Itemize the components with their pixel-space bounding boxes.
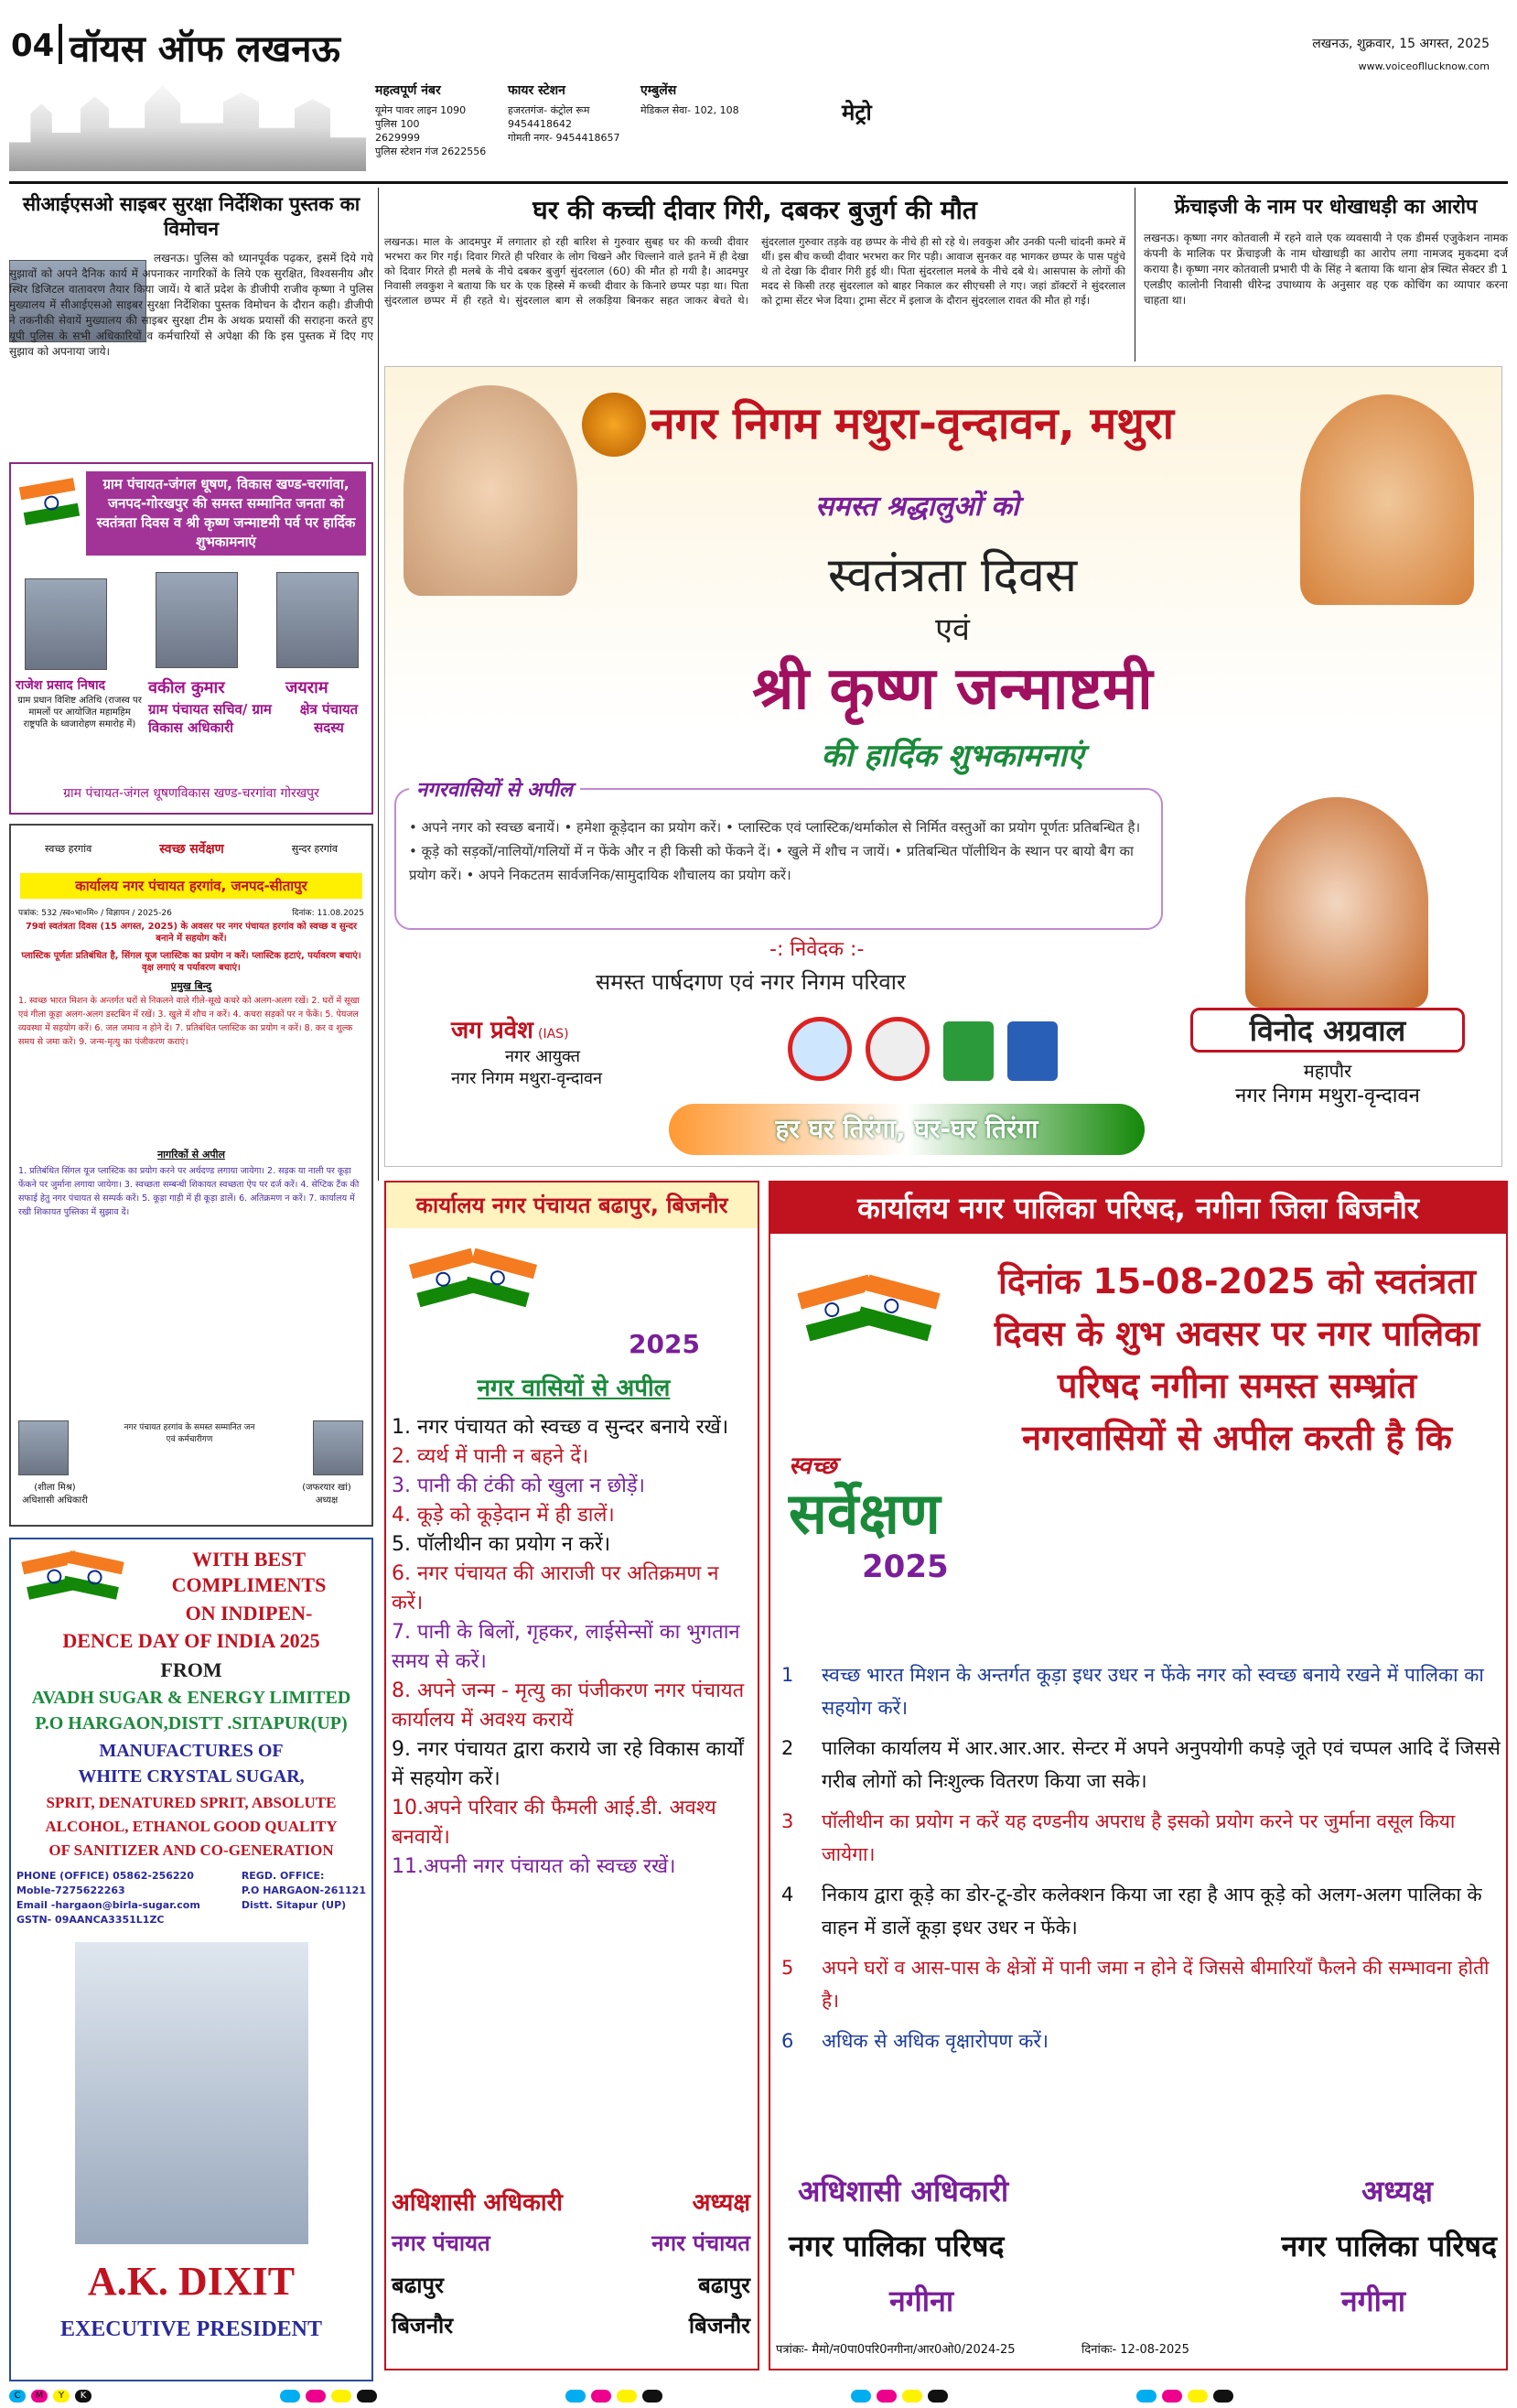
headline: सीआईएसओ साइबर सुरक्षा निर्देशिका पुस्तक का विमोचन (22, 193, 360, 240)
no-plastic-icon (788, 1017, 852, 1081)
appeal-heading: नगरवासियों से अपील (409, 775, 580, 803)
mark-c: C (9, 2390, 26, 2403)
points-list: 1. स्वच्छ भारत मिशन के अन्तर्गत घरों से निकलने वाले गीले-सूखे कचरे को अलग-अलग रखें। 2. घरों में सूखा एवं गीला कूड़ा अलग-अलग डस्टबिन में रखें। 3. खुले में शौच न करें। 4. कचरा सड़कों पर न फेंकें। 5. पेयजल व्यवस्था में सहयोग करें। 6. जल जमाव न होने दें। 7. प्रतिबंधित प्लास्टिक का प्रयोग न करें। 8. कर व शुल्क समय से जमा करें। 9. जन्म-मृत्यु का पंजीकरण कराएं। (18, 996, 360, 1047)
mark-y: Y (53, 2390, 70, 2403)
appeal-item: 1. नगर पंचायत को स्वच्छ व सुन्दर बनाये रखें। (392, 1416, 729, 1439)
regd-office: REGD. OFFICE: P.O HARGAON-261121 Distt. Sitapur (UP) (241, 1870, 366, 1911)
sign-3: नगर पंचायत (392, 2230, 490, 2256)
phone-col-3: एम्बुलेंस मेडिकल सेवा- 102, 108 (640, 83, 739, 116)
photo-3 (276, 572, 359, 668)
mayor-post: महापौर (1303, 1060, 1352, 1082)
main-appeal: दिनांक 15-08-2025 को स्वतंत्रता दिवस के शुभ अवसर पर नगर पालिका परिषद नगीना समस्त सम्भ्रांत नगरवासियों से अपील करती है कि (994, 1261, 1480, 1458)
ad-line-3: श्री कृष्ण जन्माष्टमी (752, 655, 1153, 723)
swachh-logo-a: स्वच्छ (789, 1452, 837, 1480)
nivedak-text: समस्त पार्षदगण एवं नगर निगम परिवार (596, 969, 906, 995)
photo-eo (18, 1420, 69, 1475)
page-number: 04 (11, 27, 55, 64)
swachh-logo-year: 2025 (862, 1549, 949, 1585)
appeal-item: 10.अपने परिवार की फैमली आई.डी. अवश्य बनवायें। (392, 1797, 716, 1849)
appeal-item: 4. कूड़े को कूड़ेदान में ही डालें। (392, 1504, 615, 1527)
officer-block: जग प्रवेश (IAS) नगर आयुक्त नगर निगम मथुरा-वृन्दावन (451, 1017, 603, 1088)
mayor-org: नगर निगम मथुरा-वृन्दावन (1235, 1085, 1420, 1107)
contact-block: PHONE (OFFICE) 05862-256220 Moble-7275622263 Email -hargaon@birla-sugar.com GSTN- 09AANCA3351L1ZC (16, 1870, 200, 1926)
logo-swachh-hargaon: स्वच्छ हरगांव (45, 842, 92, 855)
swachh-logo-b: सर्वेक्षण (789, 1480, 941, 1547)
intro: 79वां स्वतंत्रता दिवस (15 अगस्त, 2025) के अवसर पर नगर पंचायत हरगांव को स्वच्छ व सुन्दर बनाने में सहयोग करें। (25, 922, 358, 944)
logo-swachh-sarvekshan: स्वच्छ सर्वेक्षण (159, 841, 224, 857)
swachh-icons (788, 1017, 1117, 1081)
ad-line-1: स्वतंत्रता दिवस (827, 548, 1078, 603)
plastic-note: प्लास्टिक पूर्णतः प्रतिबंधित है, सिंगल यूज प्लास्टिक का प्रयोग न करें। प्लास्टिक हटाएं, पर्यावरण बचाएं। वृक्ष लगाएं व पर्यावरण बचाएं। (21, 951, 361, 973)
compliments-line-2: ON INDIPEN- (185, 1602, 313, 1625)
headline: फ्रेंचाइजी के नाम पर धोखाधड़ी का आरोप (1174, 196, 1478, 219)
sign-5: बढापुर (392, 2273, 444, 2298)
ad-hargaon (9, 824, 373, 1527)
story-cyber-book (9, 192, 373, 453)
ad-line-4: की हार्दिक शुभकामनाएं (821, 738, 1084, 774)
har-ghar-tiranga: हर घर तिरंगा, घर-घर तिरंगा (669, 1104, 1145, 1155)
ad-title: नगर निगम मथुरा-वृन्दावन, मथुरा (651, 398, 1175, 449)
sign-5: नगीना (889, 2284, 954, 2318)
sign-4: नगर पालिका परिषद (1281, 2229, 1497, 2263)
year: 2025 (629, 1329, 700, 1359)
appeal-item: 2. व्यर्थ में पानी न बहने दें। (392, 1445, 589, 1468)
appeal-item: 8. अपने जन्म - मृत्यु का पंजीकरण नगर पंचायत कार्यालय में अवश्य करायें (392, 1679, 745, 1732)
sign-1: अधिशासी अधिकारी (798, 2174, 1009, 2208)
company-name: AVADH SUGAR & ENERGY LIMITED (31, 1688, 351, 1708)
person-2-desc: ग्राम पंचायत सचिव/ ग्राम विकास अधिकारी (148, 701, 272, 736)
skyline-graphic (9, 75, 366, 171)
mayor-name: विनोद अग्रवाल (1190, 1008, 1465, 1053)
photo-2 (156, 572, 238, 668)
company-address: P.O HARGAON,DISTT .SITAPUR(UP) (35, 1713, 348, 1733)
president-name: A.K. DIXIT (87, 2259, 296, 2304)
footer: ग्राम पंचायत-जंगल धूषणविकास खण्ड-चरगांवा गोरखपुर (63, 786, 319, 801)
mark-m: M (31, 2390, 48, 2403)
ad-nagina (769, 1181, 1508, 2370)
flag-icon (19, 478, 80, 525)
nivedak-label: -: निवेदक :- (769, 938, 865, 961)
appeal-item: 5 अपने घरों व आस-पास के क्षेत्रों में पानी जमा न होने दें जिससे बीमारियाँ फैलने की सम्भावना होती है। (781, 1957, 1490, 2012)
story-body: लखनऊ। कृष्णा नगर कोतवाली में रहने वाले एक व्यवसायी ने एक डीमर्स एजुकेशन नामक कंपनी के मालिक पर फ्रेंचाइजी के नाम धोखाधड़ी का आरोप लगा नामजद मुकदमा दर्ज कराया है। कृष्णा नगर कोतवाली प्रभारी पी के सिंह ने बताया कि थाना क्षेत्र स्थित सेक्टर डी 1 एलडीए कालोनी निवासी धीरेन्द्र उपाध्याय के अनुसार वह एक कोचिंग का व्यापार करना चाहता था। (1144, 232, 1508, 307)
signatory-1: (शीला मिश्र) अधिशासी अधिकारी (22, 1483, 88, 1506)
points-heading: प्रमुख बिन्दु (170, 980, 212, 992)
flag-icon (62, 1550, 124, 1600)
ad-line-2: एवं (935, 611, 970, 648)
ad-sub: समस्त श्रद्धालुओं को (815, 491, 1019, 523)
person-1-name: राजेश प्रसाद निषाद (16, 678, 106, 693)
appeal-item: 6. नगर पंचायत की आराजी पर अतिक्रमण न करें। (392, 1562, 719, 1614)
ref-no: पत्रांक: 532 /स्व०भा०मि० / विज्ञापन / 2025-26 (18, 909, 172, 918)
nagar-nigam-logo (582, 393, 646, 457)
manuf-5: OF SANITIZER AND CO-GENERATION (48, 1841, 334, 1859)
appeal-item: 2 पालिका कार्यालय में आर.आर.आर. सेन्टर में अपने अनुपयोगी कपड़े जूते एवं चप्पल आदि दें जिससे गरीब लोगों को निःशुल्क वितरण किया जा सके। (781, 1737, 1501, 1792)
appeal-item: 3 पॉलीथीन का प्रयोग न करें यह दण्डनीय अपराध है इसको प्रयोग करने पर जुर्माना वसूल किया जायेगा। (781, 1810, 1456, 1865)
greeting: ग्राम पंचायत-जंगल धूषण, विकास खण्ड-चरगांवा, जनपद-गोरखपुर की समस्त सम्मानित जनता को स्वतंत्रता दिवस व श्री कृष्ण जन्माष्टमी पर्व पर हार्दिक शुभकामनाएं (86, 471, 366, 556)
ad-title: कार्यालय नगर पालिका परिषद, नगीना जिला बिजनौर (770, 1182, 1506, 1234)
phone-col-2: फायर स्टेशन हजरतगंज- कंट्रोल रूम 9454418642 गोमती नगर- 9454418657 (508, 83, 620, 144)
portrait-left (403, 385, 577, 596)
appeal-heading: नागरिकों से अपील (157, 1149, 225, 1161)
ad-mathura-nagar-nigam (384, 366, 1502, 1167)
story-body: लखनऊ। पुलिस को ध्यानपूर्वक पढ़कर, इसमें दिये गये सुझावों को अपने दैनिक कार्य में अपनाकर नागरिकों के लिये एक सुरक्षित, विश्वसनीय और स्थिर डिजिटल वातावरण तैयार किया जायें। ये बातें प्रदेश के डीजीपी राजीव कृष्णा ने पुलिस मुख्यालय में सीआईएसओ साइबर सुरक्षा निर्देशिका पुस्तक विमोचन के दौरान कही। डीजीपी ने तकनीकी सेवायें मुख्यालय की साइबर सुरक्षा टीम के अथक प्रयासों की सराहना करते हुए यूपी पुलिस के सभी अधिकारियों व कर्मचारियों से अपेक्षा की कि इस पुस्तक में दिए गए सुझाव को अपनाया जाये। (9, 252, 373, 358)
photo-chairman (313, 1420, 363, 1475)
sign-2: अध्यक्ष (692, 2189, 750, 2217)
photo-1 (25, 578, 107, 670)
manuf-1: MANUFACTURES OF (99, 1741, 284, 1761)
section-label: मेट्रो (842, 100, 872, 125)
sign-4: नगर पंचायत (651, 2230, 750, 2256)
no-littering-icon (866, 1017, 930, 1081)
manuf-3: SPRIT, DENATURED SPRIT, ABSOLUTE (46, 1794, 337, 1811)
ad-title: कार्यालय नगर पंचायत हरगांव, जनपद-सीतापुर (20, 873, 362, 899)
appeal-item: 3. पानी की टंकी को खुला न छोड़ें। (392, 1474, 645, 1497)
appeal-item: 11.अपनी नगर पंचायत को स्वच्छ रखें। (392, 1855, 676, 1878)
green-bin-icon (943, 1021, 994, 1081)
ad-badhapur (384, 1181, 759, 2370)
appeal-item: 7. पानी के बिलों, गृहकर, लाईसेन्सों का भुगतान समय से करें। (392, 1621, 740, 1673)
person-1-desc: ग्राम प्रधान विशिष्ट अतिथि (राजस्व पर मामलों पर आयोजित महामहिम राष्ट्रपति के ध्वजारोहण समारोह में) (17, 696, 142, 729)
sign-8: बिजनौर (688, 2313, 750, 2338)
story-body: लखनऊ। माल के आदमपुर में लगातार हो रही बारिश से गुरुवार सुबह घर की कच्ची दीवार भरभरा कर गिर गई। दिवार गिरते ही परिवार के लोग चिखने और चिल्लाने वाले इतने में ही देखा को दिवार गिरते ही मलबे के नीचे दबकर बुजुर्ग सुंदरलाल (60) की मौत हो गयी है। आदमपुर निवासी लवकुश ने बताया कि घर के एक हिस्से में कच्ची दीवार के किनारे छप्पर पड़ा था। पिता सुंदरलाल छप्पर में ही रहते थे। सुंदरलाल बाग से लकड़िया बिनकर सहत जाकर बेचते थे। सुंदरलाल गुरुवार तड़के वह छप्पर के नीचे ही सो रहे थे। लवकुश और उनकी पत्नी चांदनी कमरे में थीं। इस बीच कच्ची दीवार भरभरा कर गिर पड़ी। आवाज सुनकर वह भागकर छप्पर के पास पहुंचे थे तो देखा कि दीवार गिरी हुई थी। पिता सुंदरलाल मलबे के नीचे दबे थे। आसपास के लोगों की मदद से किसी तरह सुंदरलाल को बाहर निकाल कर सीएचसी ले गए। जहां डॉक्टरों ने सुंदरलाल को ट्रामा सेंटर भेज दिया। ट्रामा सेंटर में इलाज के दौरान सुंदरलाल रावत की मौत हो गई। (384, 235, 1125, 307)
mayor-portrait (1245, 797, 1428, 1008)
person-3-desc: क्षेत्र पंचायत सदस्य (299, 701, 359, 736)
ad-avadh-sugar (9, 1538, 373, 2381)
appeal-item: 4 निकाय द्वारा कूड़े का डोर-टू-डोर कलेक्शन किया जा रहा है आप कूड़े को अलग-अलग पालिका के वाहन में डालें कूड़ा इधर उधर न फेंके। (781, 1884, 1482, 1938)
sign-6: नगीना (1340, 2284, 1405, 2318)
signatory-2: (जफरयार खां) अध्यक्ष (302, 1483, 351, 1506)
appeal-item: 5. पॉलीथीन का प्रयोग न करें। (392, 1533, 611, 1556)
phone-col-1: महत्वपूर्ण नंबर यूमेन पावर लाइन 1090 पुलिस 100 2629999 पुलिस स्टेशन गंज 2622556 (375, 83, 487, 157)
mid-note: नगर पंचायत हरगांव के समस्त सम्मानित जन एवं कर्मचारीगण (124, 1423, 255, 1444)
blue-bin-icon (1007, 1021, 1058, 1081)
logo-sundar-hargaon: सुन्दर हरगांव (291, 842, 338, 855)
president-photo (75, 1942, 308, 2244)
appeal-box (394, 779, 1163, 930)
paper-name: वॉयस ऑफ लखनऊ (70, 28, 340, 70)
ref-no: पत्रांकः- मैमो/न0पा0परि0नगीना/आर0ओ0/2024-25 (776, 2343, 1016, 2357)
story-wall-collapse (384, 192, 1125, 357)
appeal-heading: नगर वासियों से अपील (477, 1375, 671, 1402)
from-label: FROM (160, 1658, 222, 1681)
sign-7: बिजनौर (392, 2313, 454, 2338)
appeal-text: • अपने नगर को स्वच्छ बनायें। • हमेशा कूड़ेदान का प्रयोग करें। • प्लास्टिक एवं प्लास्टिक/थर्माकोल से निर्मित वस्तुओं का प्रयोग पूर्णतः प्रतिबन्धित है। • कूड़े को सड़कों/नालियों/गलियों में न फेंके और न ही किसी को फेंकने दें। • खुले में शौच न जायें। • प्रतिबन्धित पॉलीथिन के स्थान पर बायो बैग का प्रयोग करें। • अपने निकटतम सार्वजनिक/सामुदायिक शौचालय का प्रयोग करें। (409, 819, 1141, 883)
website: www.voiceofllucknow.com (1358, 60, 1490, 72)
ad-title: कार्यालय नगर पंचायत बढापुर, बिजनौर (386, 1182, 758, 1228)
flag-icon (856, 1275, 940, 1342)
ref-date: दिनांक: 11.08.2025 (292, 909, 364, 918)
appeal-list: 1. प्रतिबंधित सिंगल यूज प्लास्टिक का प्रयोग करने पर अर्थदण्ड लगाया जायेगा। 2. सड़क या नाली पर कूड़ा फेंकने पर जुर्माना लगाया जायेगा। 3. स्वच्छता सम्बन्धी शिकायत स्वच्छता ऐप पर दर्ज करें। 4. सेप्टिक टैंक की सफाई हेतु नगर पंचायत से सम्पर्क करें। 5. कूड़ा गाड़ी में ही कूड़ा डालें। 6. अतिक्रमण न करें। 7. कार्यालय में रखी शिकायत पुस्तिका में सुझाव दें। (18, 1166, 360, 1217)
appeal-item: 6 अधिक से अधिक वृक्षारोपण करें। (781, 2030, 1049, 2052)
portrait-right (1300, 394, 1474, 605)
appeal-list (774, 1658, 1502, 2065)
sign-1: अधिशासी अधिकारी (392, 2189, 564, 2217)
ref-date: दिनांकः- 12-08-2025 (1081, 2343, 1189, 2357)
manuf-4: ALCOHOL, ETHANOL GOOD QUALITY (45, 1818, 338, 1835)
story-franchise-fraud (1144, 192, 1508, 357)
sign-3: नगर पालिका परिषद (789, 2229, 1005, 2263)
sign-6: बढापुर (698, 2273, 750, 2298)
compliments-line: WITH BEST COMPLIMENTS (171, 1548, 327, 1596)
sign-2: अध्यक्ष (1361, 2174, 1433, 2208)
person-3-name: जयराम (285, 678, 328, 697)
mark-k: K (75, 2390, 91, 2403)
dateline: लखनऊ, शुक्रवार, 15 अगस्त, 2025 (1312, 37, 1490, 51)
print-registration-marks (9, 2387, 1508, 2405)
appeal-list (392, 1413, 754, 1882)
ad-gram-panchayat (9, 462, 373, 815)
flag-icon (464, 1248, 537, 1307)
person-2-name: वकील कुमार (148, 678, 225, 697)
appeal-item: 9. नगर पंचायत द्वारा कराये जा रहे विकास कार्यों में सहयोग करें। (392, 1738, 744, 1790)
appeal-item: 1 स्वच्छ भारत मिशन के अन्तर्गत कूड़ा इधर उधर न फेंके नगर को स्वच्छ बनाये रखने में पालिका का सहयोग करें। (781, 1664, 1484, 1719)
compliments-line-3: DENCE DAY OF INDIA 2025 (62, 1629, 320, 1652)
president-post: EXECUTIVE PRESIDENT (59, 2317, 323, 2341)
manuf-2: WHITE CRYSTAL SUGAR, (78, 1766, 305, 1787)
headline: घर की कच्ची दीवार गिरी, दबकर बुजुर्ग की मौत (533, 195, 977, 225)
